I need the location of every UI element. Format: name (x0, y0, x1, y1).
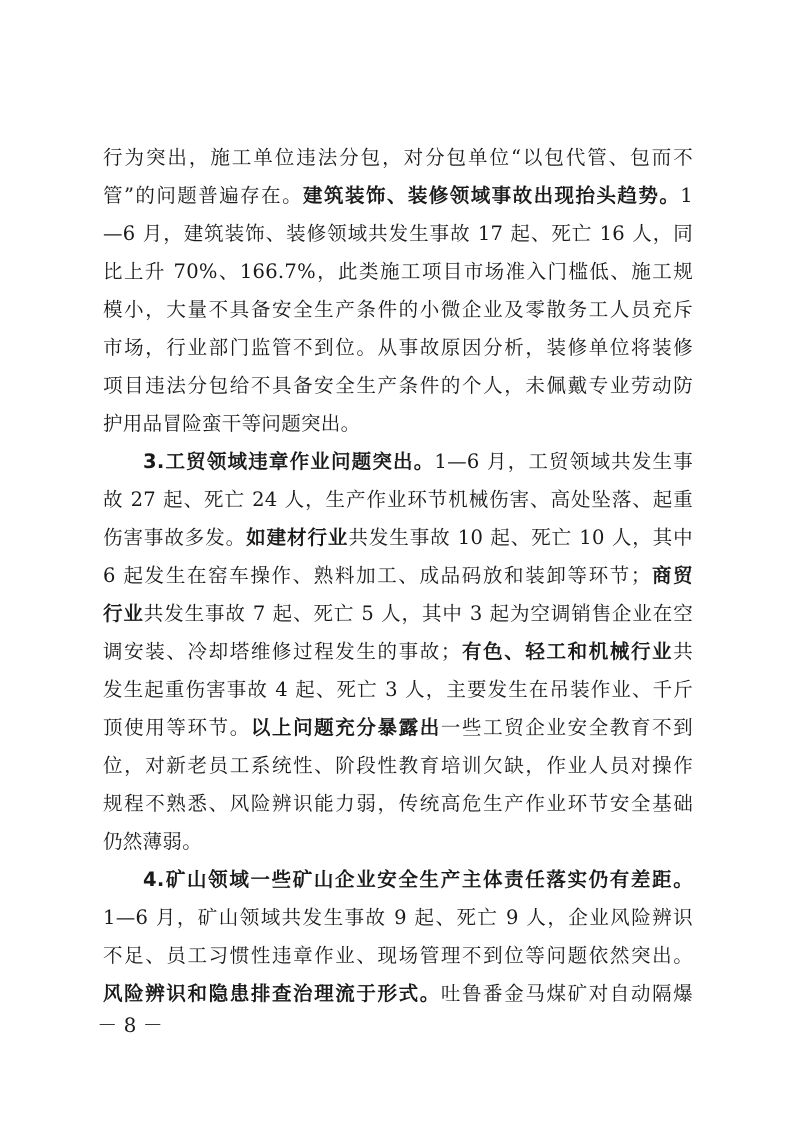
body-text: 故 27 起、死亡 24 人，生产作业环节机械伤害、高处坠落、起重 (103, 488, 693, 511)
paragraph-2-line-9 (103, 750, 693, 782)
body-text: 发生起重伤害事故 4 起、死亡 3 人，主要发生在吊装作业、千斤 (103, 678, 693, 701)
body-text: 规程不熟悉、风险辨识能力弱，传统高危生产作业环节安全基础 (103, 792, 693, 815)
body-text: 共发生事故 10 起、死亡 10 人，其中 (348, 526, 693, 549)
paragraph-2-line-2 (103, 484, 693, 516)
body-text: 位，对新老员工系统性、阶段性教育培训欠缺，作业人员对操作 (103, 754, 693, 777)
paragraph-1-line-6 (103, 332, 693, 364)
emphasized-text: 4.矿山领域一些矿山企业安全生产主体责任落实仍有差距。 (143, 868, 693, 891)
body-text: 护用品冒险蛮干等问题突出。 (103, 412, 361, 435)
paragraph-2-line-8 (103, 712, 693, 744)
paragraph-2-line-10 (103, 788, 693, 820)
body-text: 管”的问题普遍存在。 (103, 184, 304, 207)
emphasized-text: 以上问题充分暴露出 (250, 716, 441, 739)
body-text: 项目违法分包给不具备安全生产条件的个人，未佩戴专业劳动防 (103, 374, 693, 397)
paragraph-2-line-7 (103, 674, 693, 706)
body-text: 1—6 月，工贸领域共发生事 (434, 450, 693, 473)
body-text: 模小，大量不具备安全生产条件的小微企业及零散务工人员充斥 (103, 298, 693, 321)
body-text: 共发生事故 7 起、死亡 5 人，其中 3 起为空调销售企业在空 (143, 602, 693, 625)
emphasized-text: 如建材行业 (246, 526, 349, 549)
body-text: 伤害事故多发。 (103, 526, 247, 549)
body-text: 1—6 月，矿山领域共发生事故 9 起、死亡 9 人，企业风险辨识 (103, 906, 693, 929)
emphasized-text: 建筑装饰、装修领域事故出现抬头趋势。 (303, 184, 681, 207)
paragraph-3-line-2 (103, 902, 693, 934)
body-text: 比上升 70%、166.7%，此类施工项目市场准入门槛低、施工规 (103, 260, 693, 283)
body-text: 1 (680, 184, 693, 207)
body-text: 6 起发生在窑车操作、熟料加工、成品码放和装卸等环节； (103, 564, 651, 587)
paragraph-1-line-5 (103, 294, 693, 326)
emphasized-text: 3.工贸领域违章作业问题突出。 (143, 450, 435, 473)
paragraph-1-line-3 (103, 218, 693, 250)
paragraph-1-line-1 (103, 142, 693, 174)
paragraph-3-line-1 (143, 864, 693, 896)
paragraph-3-line-4 (103, 978, 693, 1010)
body-text: 调安装、冷却塔维修过程发生的事故； (103, 640, 461, 663)
emphasized-text: 有色、轻工和机械行业 (460, 640, 674, 663)
page-number: － 8 － (97, 1013, 163, 1037)
paragraph-1-line-2 (103, 180, 693, 212)
body-text: 顶使用等环节。 (103, 716, 251, 739)
paragraph-2-line-11 (103, 826, 693, 858)
body-text: 行为突出，施工单位违法分包，对分包单位“以包代管、包而不 (103, 146, 693, 169)
body-text: 一些工贸企业安全教育不到 (440, 716, 693, 739)
paragraph-2-line-4 (103, 560, 693, 592)
paragraph-2-line-3 (103, 522, 693, 554)
paragraph-2-line-1 (143, 446, 693, 478)
paragraph-2-line-5 (103, 598, 693, 630)
paragraph-1-line-7 (103, 370, 693, 402)
body-text: 市场，行业部门监管不到位。从事故原因分析，装修单位将装修 (103, 336, 693, 359)
body-text: 吐鲁番金马煤矿对自动隔爆 (440, 982, 693, 1005)
body-text: 仍然薄弱。 (103, 830, 203, 853)
body-text: 不足、员工习惯性违章作业、现场管理不到位等问题依然突出。 (103, 944, 693, 967)
emphasized-text: 行业 (103, 602, 144, 625)
body-text: 共 (673, 640, 693, 663)
body-text: —6 月，建筑装饰、装修领域共发生事故 17 起、死亡 16 人，同 (103, 222, 693, 245)
paragraph-1-line-4 (103, 256, 693, 288)
paragraph-3-line-3 (103, 940, 693, 972)
paragraph-1-line-8 (103, 408, 693, 440)
emphasized-text: 商贸 (650, 564, 693, 587)
paragraph-2-line-6 (103, 636, 693, 668)
emphasized-text: 风险辨识和隐患排查治理流于形式。 (103, 982, 441, 1005)
